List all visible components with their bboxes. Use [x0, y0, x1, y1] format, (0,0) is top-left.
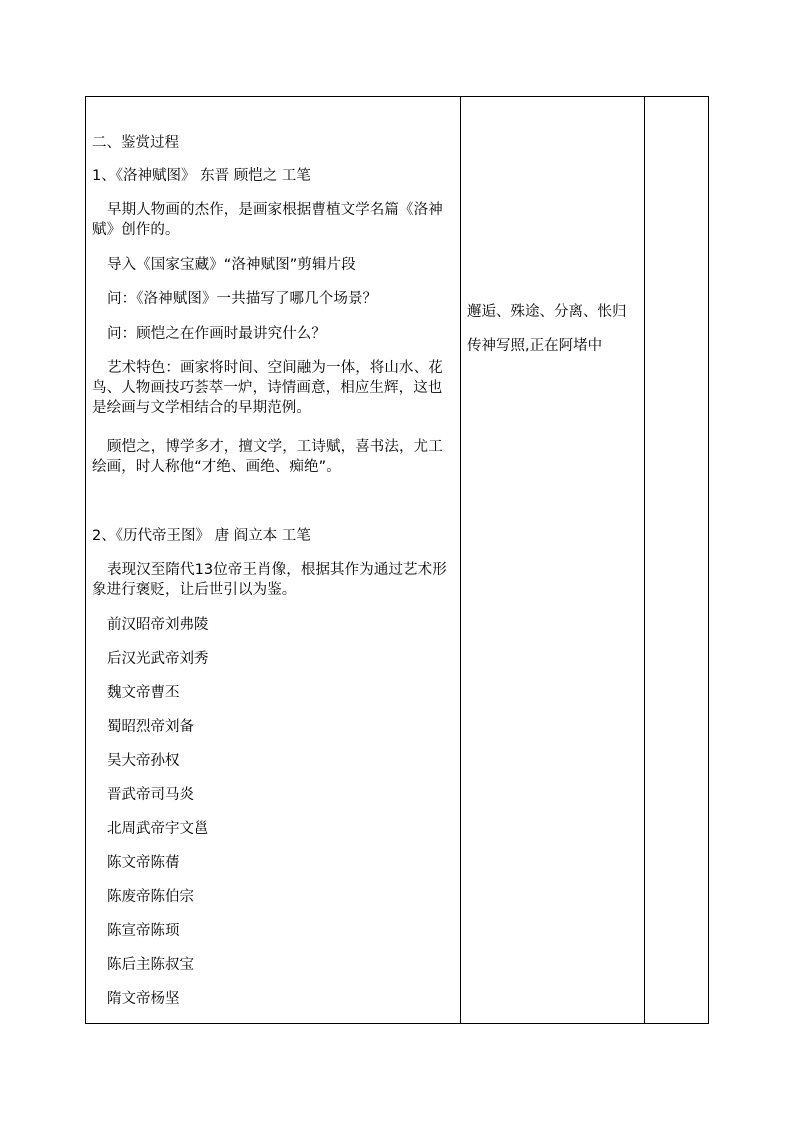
emperor-list-item: 魏文帝曹丕: [107, 685, 180, 701]
section-heading: 二、鉴赏过程: [92, 135, 179, 151]
item1-paragraph: 艺术特色：画家将时间、空间融为一体，将山水、花鸟、人物画技巧荟萃一炉，诗情画意，相应生辉，这也是绘画与文学相结合的早期范例。: [92, 360, 443, 416]
emperor-list-item: 陈文帝陈蒨: [107, 855, 180, 871]
item2-title: 2、《历代帝王图》 唐 阎立本 工笔: [92, 528, 311, 544]
emperor-list-item: 隋文帝杨坚: [107, 991, 180, 1007]
item1-title: 1、《洛神赋图》 东晋 顾恺之 工笔: [92, 168, 311, 184]
item1-paragraph: 早期人物画的杰作，是画家根据曹植文学名篇《洛神赋》创作的。: [92, 202, 443, 238]
emperor-list-item: 蜀昭烈帝刘备: [107, 719, 194, 735]
emperor-list-item: 后汉光武帝刘秀: [107, 651, 209, 667]
emperor-list-item: 陈废帝陈伯宗: [107, 889, 194, 905]
emperor-list-item: 晋武帝司马炎: [107, 787, 194, 803]
lesson-table: [85, 96, 709, 1024]
item1-paragraph: 导入《国家宝藏》“洛神赋图”剪辑片段: [107, 257, 356, 273]
answer-technique: 传神写照,正在阿堵中: [467, 338, 603, 354]
emperor-list-item: 北周武帝宇文邕: [107, 821, 209, 837]
column-divider: [460, 97, 461, 1023]
item2-intro: 表现汉至隋代13位帝王肖像，根据其作为通过艺术形象进行褒贬，让后世引以为鉴。: [92, 562, 447, 598]
emperor-list-item: 前汉昭帝刘弗陵: [107, 617, 209, 633]
emperor-list-item: 陈后主陈叔宝: [107, 957, 194, 973]
item1-paragraph: 顾恺之，博学多才，擅文学，工诗赋，喜书法，尤工绘画，时人称他“才绝、画绝、痴绝”。: [92, 439, 443, 475]
column-divider: [644, 97, 645, 1023]
emperor-list-item: 吴大帝孙权: [107, 753, 180, 769]
item1-question: 问：顾恺之在作画时最讲究什么？: [107, 326, 326, 342]
item1-question: 问：《洛神赋图》一共描写了哪几个场景？: [107, 291, 378, 307]
answer-scenes: 邂逅、殊途、分离、怅归: [467, 304, 627, 320]
emperor-list-item: 陈宣帝陈顼: [107, 923, 180, 939]
